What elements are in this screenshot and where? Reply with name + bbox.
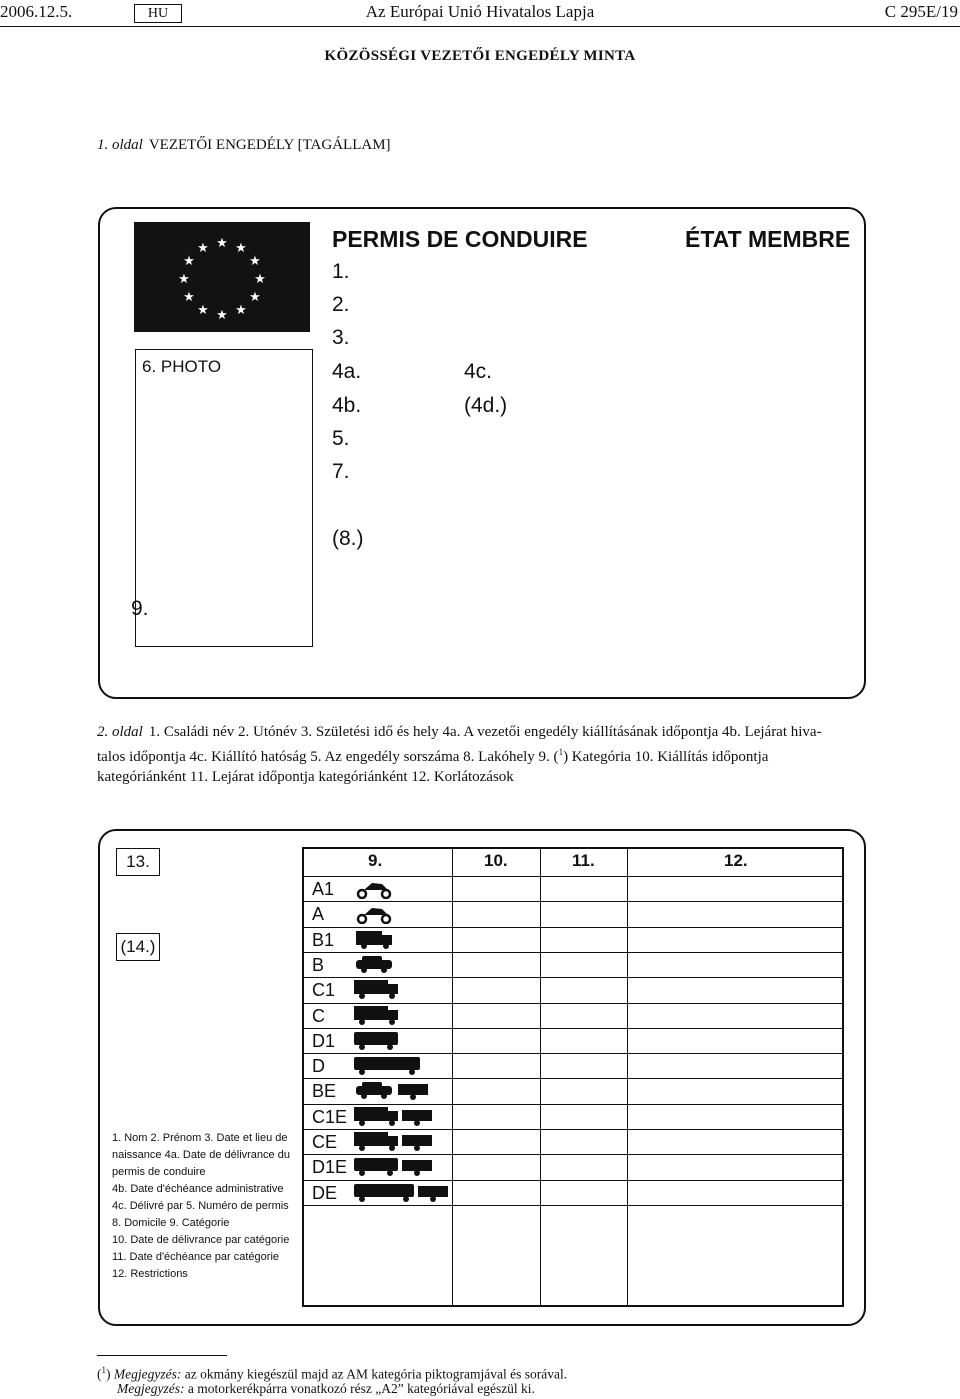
table-row-divider (304, 1129, 842, 1130)
table-row-divider (304, 901, 842, 902)
footnote-reference: 1 (558, 747, 564, 757)
category-label: A (312, 904, 325, 925)
svg-text:★: ★ (249, 254, 261, 269)
header-date: 2006.12.5. (0, 2, 73, 21)
field-1: 1. (332, 260, 350, 283)
footnote-2-text: a motorkerékpárra vonatkozó rész „A2” kategóriával egészül ki. (187, 1381, 535, 1396)
table-row-divider (304, 1104, 842, 1105)
page1-caption (97, 137, 391, 154)
footnote-2 (117, 1381, 535, 1397)
column-divider (627, 849, 628, 1305)
legend-line: 11. Date d'échéance par catégorie (112, 1251, 280, 1263)
field-2: 2. (332, 293, 350, 316)
field-3: 3. (332, 326, 350, 349)
category-label: C1 (312, 980, 336, 1001)
category-label: B1 (312, 929, 335, 950)
field-4b: 4b. (332, 394, 362, 417)
truck-icon (352, 1005, 450, 1026)
minibus-icon (352, 1030, 450, 1051)
field-4a: 4a. (332, 360, 362, 383)
eu-flag (134, 222, 310, 332)
truck-trailer-icon (352, 1106, 450, 1127)
page1-caption-text: VEZETŐI ENGEDÉLY [TAGÁLLAM] (148, 137, 391, 153)
field-8: (8.) (332, 527, 364, 550)
footnote-1-text: az okmány kiegészül majd az AM kategória piktogramjával és sorával. (184, 1366, 568, 1382)
category-table (302, 847, 844, 1307)
page2-line1 (97, 722, 865, 742)
svg-text:★: ★ (216, 236, 228, 251)
category-label: D1E (312, 1157, 348, 1178)
column-header-9: 9. (368, 851, 383, 870)
eu-stars-icon (134, 222, 310, 332)
photo-box (135, 349, 313, 647)
column-divider (540, 849, 541, 1305)
table-row-divider (304, 1180, 842, 1181)
category-label: BE (312, 1081, 337, 1102)
motorcycle-icon (352, 878, 450, 899)
svg-text:★: ★ (178, 272, 190, 287)
minibus-trailer-icon (352, 1156, 450, 1177)
svg-text:★: ★ (183, 290, 195, 305)
column-divider (452, 849, 453, 1305)
table-row-divider (304, 1078, 842, 1079)
car-icon (352, 954, 450, 975)
table-row-divider (304, 977, 842, 978)
header-rule (0, 26, 960, 27)
svg-text:★: ★ (235, 241, 247, 256)
legend-line: 12. Restrictions (112, 1268, 188, 1280)
category-label: B (312, 954, 325, 975)
table-row-divider (304, 1053, 842, 1054)
photo-label: 6. PHOTO (142, 357, 222, 376)
page1-side-label: 1. oldal (97, 137, 143, 153)
language-code-box: HU (134, 4, 182, 23)
page2-line3: kategóriánként 11. Lejárat időpontja kategóriánként 12. Korlátozások (97, 769, 514, 785)
car-trailer-icon (352, 1080, 450, 1101)
field-5: 5. (332, 427, 350, 450)
table-row-divider (304, 1028, 842, 1029)
footnote-2-label: Megjegyzés: (117, 1381, 185, 1396)
column-header-10: 10. (484, 851, 508, 870)
field-9: 9. (131, 597, 149, 620)
table-row-divider (304, 952, 842, 953)
legend-line: naissance 4a. Date de délivrance du (112, 1149, 290, 1161)
footnote-marker: 1 (101, 1365, 106, 1375)
page2-text-1: 1. Családi név 2. Utónév 3. Születési idő és hely 4a. A vezetői engedély kiállításának időpontja 4b. Lejárat hiva- (148, 724, 822, 740)
truck-trailer-icon (352, 1131, 450, 1152)
category-label: C (312, 1005, 325, 1026)
table-row-divider (304, 1154, 842, 1155)
van-icon (352, 929, 450, 950)
footnote-rule (97, 1355, 227, 1356)
column-header-12: 12. (724, 851, 748, 870)
page-reference: C 295E/19 (884, 2, 958, 21)
legend-line: 10. Date de délivrance par catégorie (112, 1234, 290, 1246)
table-row-divider (304, 927, 842, 928)
svg-text:★: ★ (197, 303, 209, 318)
journal-title: Az Európai Unió Hivatalos Lapja (365, 2, 595, 21)
svg-text:★: ★ (249, 290, 261, 305)
category-label: D (312, 1056, 325, 1077)
bus-icon (352, 1055, 450, 1076)
legend-line: 4c. Délivré par 5. Numéro de permis (112, 1200, 289, 1212)
card-title-right: ÉTAT MEMBRE (685, 226, 851, 252)
card-title-left: PERMIS DE CONDUIRE (332, 226, 588, 252)
page2-text-2a: talos időpontja 4c. Kiállító hatóság 5. Az engedély sorszáma 8. Lakóhely 9. ( (97, 749, 559, 765)
footnote-1: ($^1$) Megjegyzés: az okmány kiegészül majd az AM kategória piktogramjával és sorával. (97, 1365, 568, 1382)
legend-line: 8. Domicile 9. Catégorie (112, 1217, 230, 1229)
truck-icon (352, 979, 450, 1000)
svg-text:★: ★ (197, 241, 209, 256)
box-13: 13. (116, 848, 160, 876)
legend-line: 1. Nom 2. Prénom 3. Date et lieu de (112, 1132, 288, 1144)
bus-trailer-icon (352, 1182, 450, 1203)
field-7: 7. (332, 460, 350, 483)
category-label: DE (312, 1182, 338, 1203)
category-label: A1 (312, 879, 335, 899)
legend-line: 4b. Date d'échéance administrative (112, 1183, 284, 1195)
svg-text:★: ★ (235, 303, 247, 318)
svg-text:★: ★ (183, 254, 195, 269)
legend-text (112, 1130, 294, 1283)
legend-line: permis de conduire (112, 1166, 206, 1178)
document-title: KÖZÖSSÉGI VEZETŐI ENGEDÉLY MINTA (324, 48, 636, 64)
box-14: (14.) (116, 933, 160, 961)
table-row-divider (304, 1205, 842, 1206)
footnote-1-label: Megjegyzés: (113, 1366, 182, 1382)
svg-text:★: ★ (216, 308, 228, 323)
category-label: D1 (312, 1030, 336, 1051)
table-row-divider (304, 1003, 842, 1004)
page2-text-2b: ) Kategória 10. Kiállítás időpontja (563, 749, 769, 765)
field-4c: 4c. (464, 360, 493, 383)
category-label: C1E (312, 1106, 348, 1127)
motorcycle-icon (352, 903, 450, 924)
table-row-divider (304, 876, 842, 877)
page2-description (97, 722, 865, 787)
column-header-11: 11. (572, 851, 595, 870)
svg-text:★: ★ (254, 272, 266, 287)
page2-line2 (97, 742, 865, 767)
page2-side-label: 2. oldal (97, 724, 143, 740)
field-4d: (4d.) (464, 394, 508, 417)
category-label: CE (312, 1132, 338, 1152)
